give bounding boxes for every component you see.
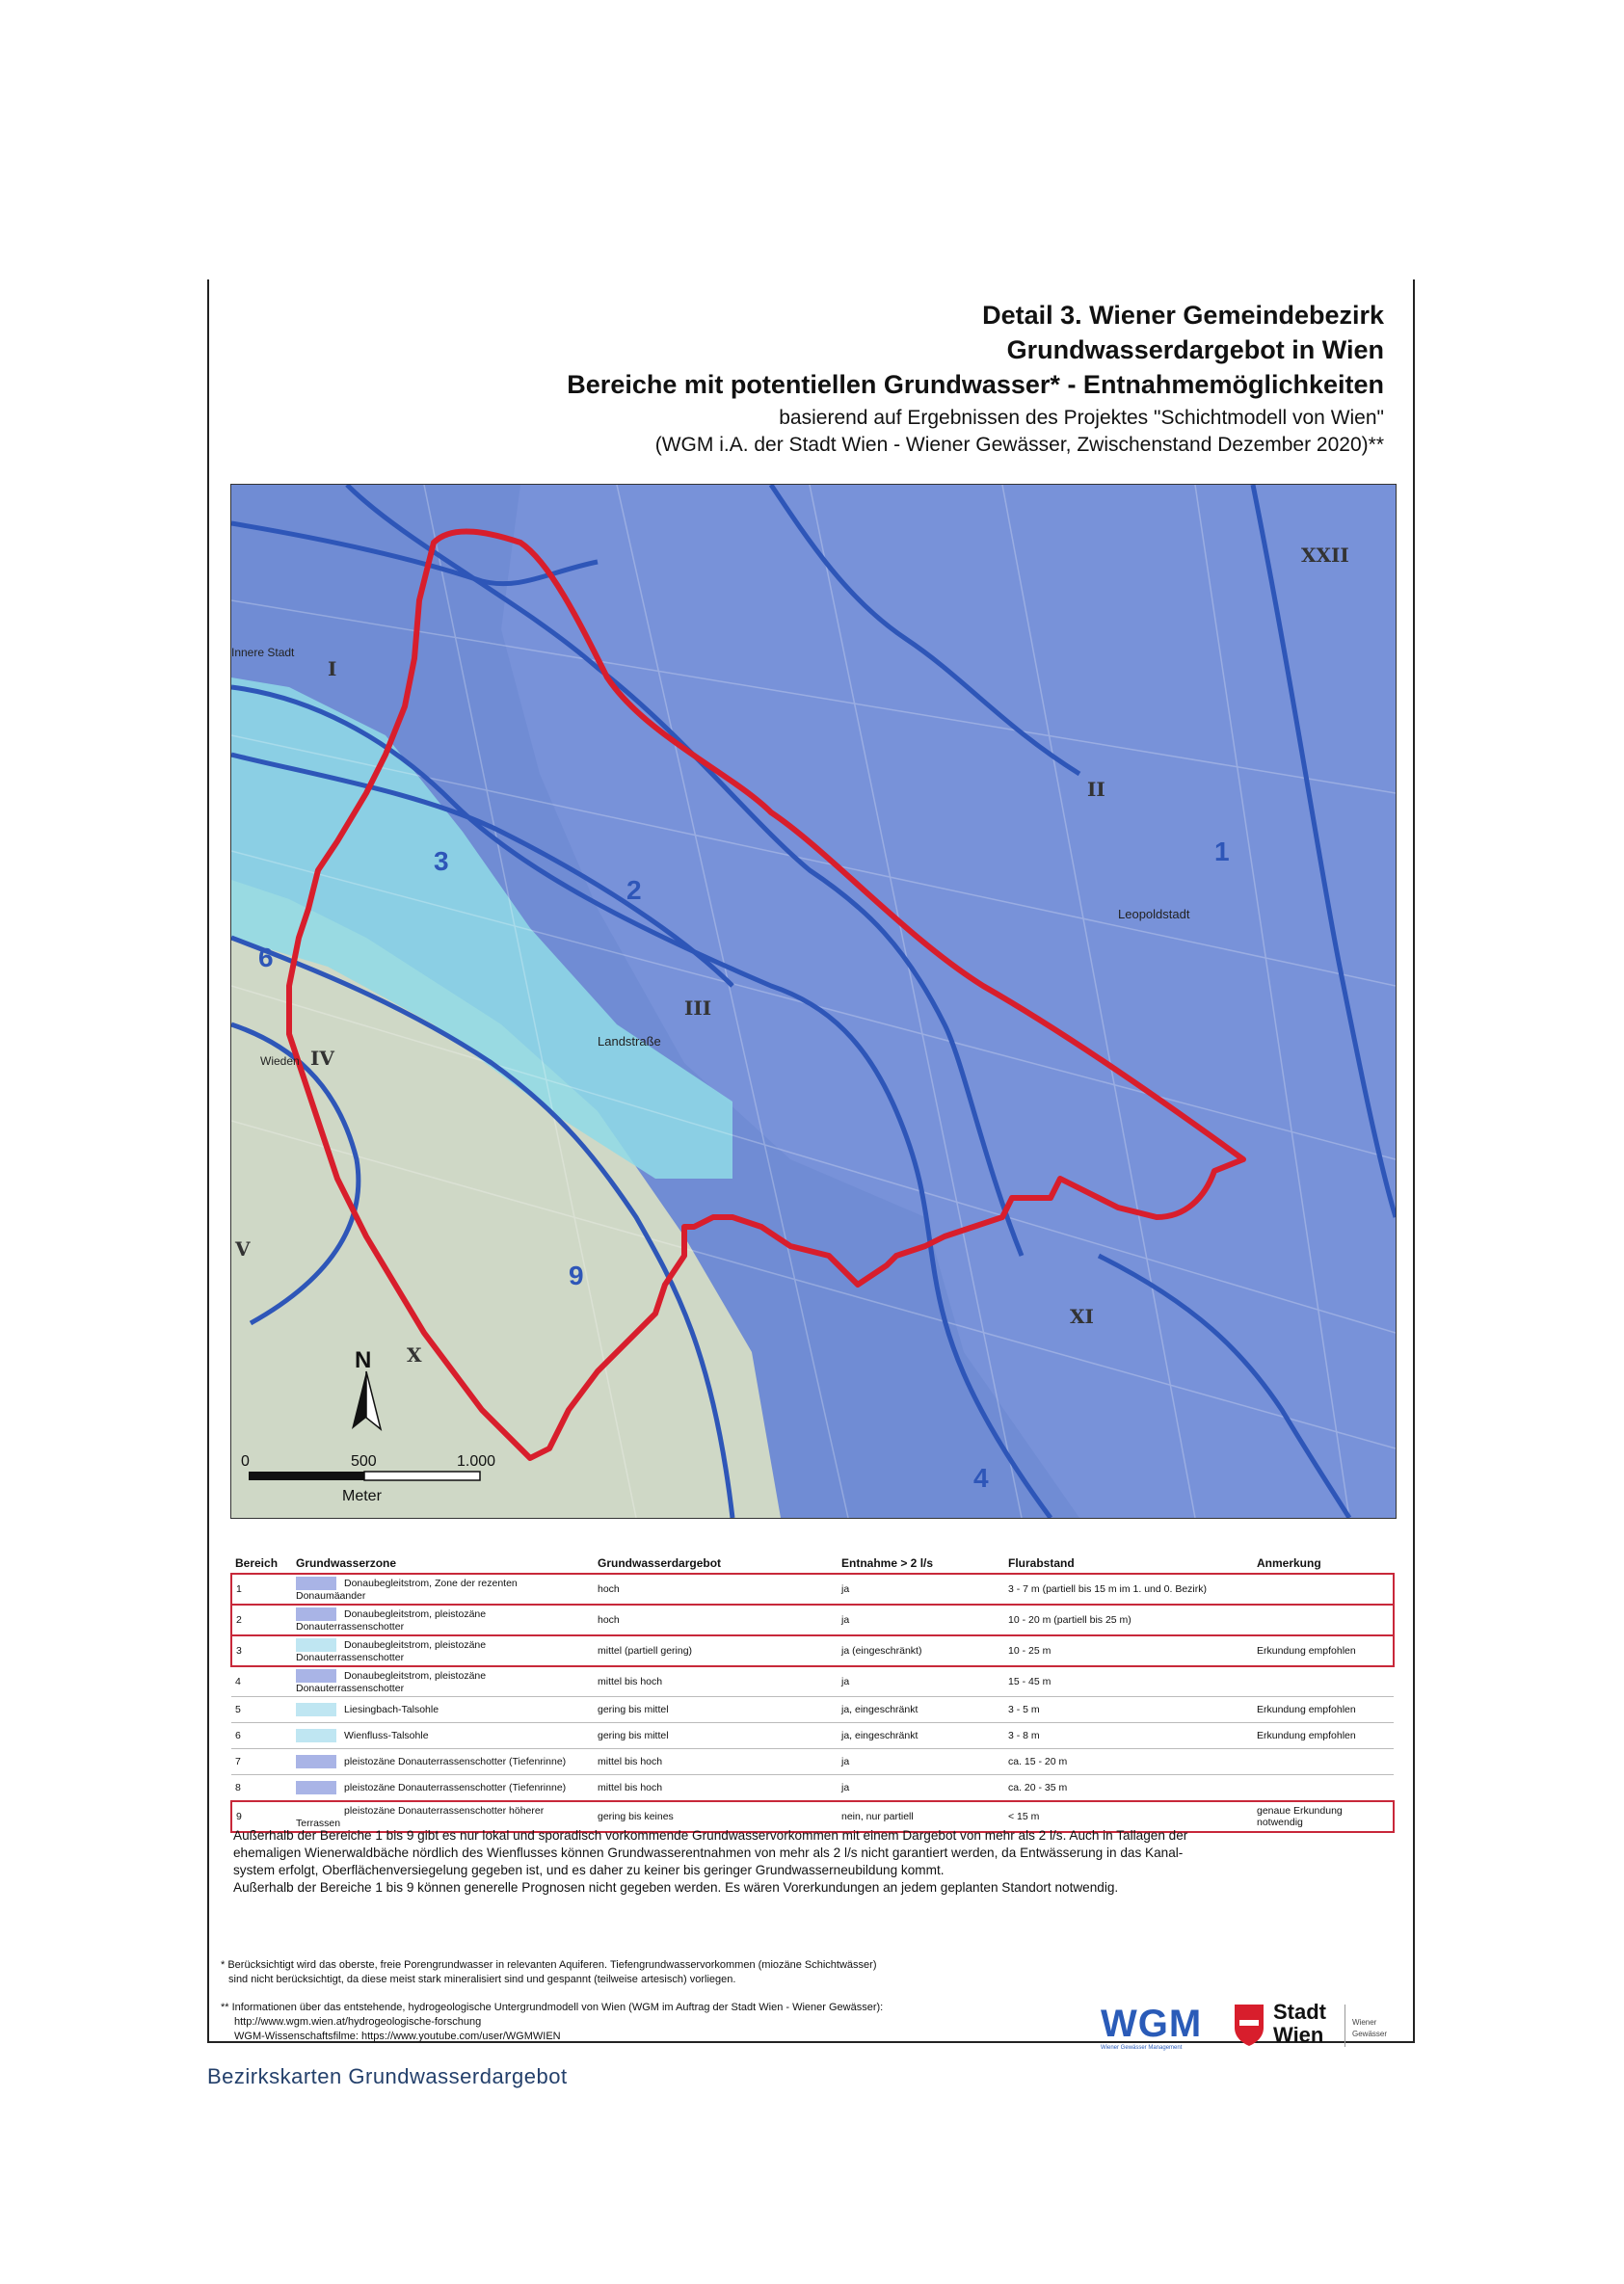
- wien-shield-icon: [1233, 2003, 1265, 2047]
- legend-row: [231, 1697, 1394, 1723]
- zone-label-9: 9: [569, 1261, 584, 1290]
- legend-cell-dargebot: mittel bis hoch: [594, 1775, 838, 1802]
- legend-zone-text: Donaubegleitstrom, Zone der rezenten Donaumäander: [296, 1577, 518, 1602]
- legend-row: [231, 1605, 1394, 1635]
- district-label-II: II: [1087, 778, 1105, 801]
- legend-swatch: [296, 1755, 336, 1768]
- legend-cell-id: [231, 1697, 292, 1723]
- legend-cell-dargebot: gering bis keines: [594, 1801, 838, 1832]
- zone-label-2: 2: [626, 875, 642, 905]
- zone-label-3: 3: [434, 846, 449, 876]
- legend-cell-flur: 10 - 25 m: [1004, 1635, 1253, 1666]
- legend-id-text: 3: [236, 1645, 242, 1657]
- legend-row: [231, 1666, 1394, 1697]
- legend-cell-id: [231, 1666, 292, 1697]
- scale-bar: [249, 1472, 480, 1480]
- legend-row: [231, 1635, 1394, 1666]
- place-wieden: Wieden: [260, 1054, 300, 1068]
- note-paragraph-1: Außerhalb der Bereiche 1 bis 9 gibt es nur lokal und sporadisch vorkommende Grundwasservorkommen mit einem Dargebot von mehr als 2 l/s. Auch in Tallagen der ehemaligen Wienerwaldbäche nördlich des Wienflusses können Grundwasserentnahmen von mehr als 2 l/s nicht garantiert werden, da Entwässerung in das Kanal- system erfolgt, Oberflächenversiegelung gegeben ist, und es daher zu keiner bis geringer Grundwasserneubildung kommt.: [233, 1828, 1188, 1877]
- legend-swatch: [296, 1577, 336, 1590]
- legend-cell-flur: 15 - 45 m: [1004, 1666, 1253, 1697]
- legend-cell-zone: [292, 1775, 594, 1802]
- legend-cell-flur: ca. 20 - 35 m: [1004, 1775, 1253, 1802]
- legend-swatch: [296, 1703, 336, 1716]
- title-line-3: Bereiche mit potentiellen Grundwasser* - Entnahmemöglichkeiten: [567, 370, 1384, 399]
- district-label-V: V: [235, 1237, 251, 1261]
- map-svg: [231, 485, 1396, 1518]
- scale-tick-0: 0: [241, 1453, 250, 1470]
- legend-cell-anm: [1253, 1605, 1394, 1635]
- district-label-XI: XI: [1070, 1305, 1094, 1328]
- legend-cell-anm: [1253, 1666, 1394, 1697]
- legend-zone-text: Donaubegleitstrom, pleistozäne Donauterrassenschotter: [296, 1669, 487, 1694]
- legend-zone-text: Donaubegleitstrom, pleistozäne Donauterrassenschotter: [296, 1638, 487, 1663]
- map-area: [230, 484, 1397, 1519]
- legend-cell-id: [231, 1635, 292, 1666]
- legend-cell-zone: [292, 1605, 594, 1635]
- legend-cell-anm: [1253, 1574, 1394, 1605]
- legend-cell-flur: 3 - 5 m: [1004, 1697, 1253, 1723]
- scale-unit: Meter: [342, 1488, 382, 1504]
- north-label: N: [355, 1347, 372, 1373]
- legend-id-text: 7: [235, 1756, 241, 1767]
- legend-cell-entnahme: ja: [838, 1775, 1004, 1802]
- legend-swatch: [296, 1669, 336, 1683]
- legend-cell-flur: 3 - 7 m (partiell bis 15 m im 1. und 0. Bezirk): [1004, 1574, 1253, 1605]
- district-label-I: I: [328, 657, 337, 680]
- legend-header-flurabstand: Flurabstand: [1004, 1554, 1253, 1574]
- zone-label-4: 4: [973, 1463, 989, 1493]
- legend-cell-flur: < 15 m: [1004, 1801, 1253, 1832]
- legend-cell-anm: [1253, 1749, 1394, 1775]
- legend-cell-dargebot: mittel bis hoch: [594, 1666, 838, 1697]
- legend-cell-entnahme: ja: [838, 1574, 1004, 1605]
- scale-tick-500: 500: [351, 1453, 377, 1470]
- legend-row: [231, 1749, 1394, 1775]
- legend-zone-text: Wienfluss-Talsohle: [344, 1729, 429, 1741]
- legend-cell-anm: Erkundung empfohlen: [1253, 1723, 1394, 1749]
- legend-header-zone: Grundwasserzone: [292, 1554, 594, 1574]
- legend-id-text: 2: [236, 1614, 242, 1626]
- legend-cell-flur: ca. 15 - 20 m: [1004, 1749, 1253, 1775]
- legend-zone-text: pleistozäne Donauterrassenschotter (Tiefenrinne): [344, 1755, 567, 1767]
- legend-cell-zone: [292, 1749, 594, 1775]
- legend-zone-text: pleistozäne Donauterrassenschotter (Tiefenrinne): [344, 1781, 567, 1793]
- legend-cell-anm: Erkundung empfohlen: [1253, 1697, 1394, 1723]
- legend-cell-dargebot: mittel bis hoch: [594, 1749, 838, 1775]
- legend-header-bereich: Bereich: [231, 1554, 292, 1574]
- page-footer: Bezirkskarten Grundwasserdargebot: [207, 2064, 568, 2088]
- legend-cell-zone: [292, 1666, 594, 1697]
- legend-id-text: 9: [236, 1811, 242, 1822]
- legend-cell-id: [231, 1574, 292, 1605]
- legend-swatch: [296, 1638, 336, 1652]
- legend-id-text: 1: [236, 1583, 242, 1595]
- stadt-wien-logo: Stadt Wien Wiener Gewässer: [1233, 1997, 1406, 2058]
- legend-id-text: 5: [235, 1704, 241, 1715]
- legend-cell-anm: [1253, 1775, 1394, 1802]
- legend-cell-dargebot: mittel (partiell gering): [594, 1635, 838, 1666]
- legend-row: [231, 1574, 1394, 1605]
- legend-cell-zone: [292, 1697, 594, 1723]
- legend-swatch: [296, 1729, 336, 1742]
- legend-cell-entnahme: ja: [838, 1749, 1004, 1775]
- legend-cell-dargebot: hoch: [594, 1605, 838, 1635]
- legend-cell-anm: genaue Erkundung notwendig: [1253, 1801, 1394, 1832]
- title-line-2: Grundwasserdargebot in Wien: [1006, 335, 1384, 364]
- legend-cell-anm: Erkundung empfohlen: [1253, 1635, 1394, 1666]
- legend-cell-id: [231, 1775, 292, 1802]
- legend-cell-id: [231, 1605, 292, 1635]
- district-label-IV: IV: [310, 1047, 334, 1070]
- legend-zone-text: Liesingbach-Talsohle: [344, 1703, 439, 1715]
- legend-id-text: 4: [235, 1676, 241, 1687]
- legend-cell-zone: [292, 1635, 594, 1666]
- legend-cell-entnahme: ja: [838, 1666, 1004, 1697]
- legend-cell-entnahme: ja: [838, 1605, 1004, 1635]
- legend-cell-dargebot: gering bis mittel: [594, 1723, 838, 1749]
- zone-label-6: 6: [258, 943, 274, 972]
- legend-swatch: [296, 1607, 336, 1621]
- legend-cell-entnahme: nein, nur partiell: [838, 1801, 1004, 1832]
- district-label-XXII: XXII: [1301, 544, 1349, 567]
- wgm-logo: WGM Wiener Gewässer Management: [1101, 2003, 1203, 2051]
- zone-label-1: 1: [1214, 837, 1230, 866]
- legend-cell-entnahme: ja (eingeschränkt): [838, 1635, 1004, 1666]
- legend-cell-dargebot: gering bis mittel: [594, 1697, 838, 1723]
- legend-zone-text: pleistozäne Donauterrassenschotter höherer Terrassen: [296, 1804, 545, 1829]
- legend-cell-id: [231, 1723, 292, 1749]
- legend-cell-entnahme: ja, eingeschränkt: [838, 1697, 1004, 1723]
- legend-swatch: [296, 1804, 336, 1818]
- legend-cell-zone: [292, 1574, 594, 1605]
- subtitle-line-2: (WGM i.A. der Stadt Wien - Wiener Gewässer, Zwischenstand Dezember 2020)**: [654, 434, 1384, 456]
- legend-header-anmerkung: Anmerkung: [1253, 1554, 1394, 1574]
- legend-cell-flur: 10 - 20 m (partiell bis 25 m): [1004, 1605, 1253, 1635]
- legend-row: [231, 1775, 1394, 1802]
- legend-table: [230, 1554, 1395, 1833]
- title-line-1: Detail 3. Wiener Gemeindebezirk: [982, 301, 1384, 330]
- footnote-2: ** Informationen über das entstehende, hydrogeologische Untergrundmodell von Wien (WGM im Auftrag der Stadt Wien - Wiener Gewässer): http://www.wgm.wien.at/hydrogeologische-forschung WGM-Wissenschaftsfilme: https://www.youtube.com/user/WGMWIEN: [221, 2002, 884, 2042]
- legend-id-text: 6: [235, 1730, 241, 1741]
- footnote-1: * Berücksichtigt wird das oberste, freie Porengrundwasser in relevanten Aquiferen. Tiefengrundwasservorkommen (miozäne Schichtwässer) sind nicht berücksichtigt, da diese meist stark mineralisiert sind und gespannt (teilweise artesisch) vorliegen.: [221, 1959, 877, 1985]
- subtitle-line-1: basierend auf Ergebnissen des Projektes "Schichtmodell von Wien": [779, 407, 1384, 429]
- legend-header-entnahme: Entnahme > 2 l/s: [838, 1554, 1004, 1574]
- legend-cell-id: [231, 1749, 292, 1775]
- legend-zone-text: Donaubegleitstrom, pleistozäne Donauterrassenschotter: [296, 1607, 487, 1633]
- legend-row: [231, 1723, 1394, 1749]
- legend-id-text: 8: [235, 1782, 241, 1793]
- legend-header-dargebot: Grundwasserdargebot: [594, 1554, 838, 1574]
- legend-swatch: [296, 1781, 336, 1794]
- place-landstrasse: Landstraße: [598, 1034, 661, 1049]
- district-label-X: X: [407, 1343, 422, 1367]
- place-leopoldstadt: Leopoldstadt: [1118, 907, 1190, 921]
- district-label-III: III: [684, 996, 712, 1020]
- legend-cell-flur: 3 - 8 m: [1004, 1723, 1253, 1749]
- map-sheet: [207, 279, 1415, 2051]
- legend-cell-dargebot: hoch: [594, 1574, 838, 1605]
- scale-tick-1000: 1.000: [457, 1453, 496, 1470]
- place-innere-stadt: Innere Stadt: [231, 646, 295, 659]
- legend-cell-entnahme: ja, eingeschränkt: [838, 1723, 1004, 1749]
- note-paragraph-2: Außerhalb der Bereiche 1 bis 9 können generelle Prognosen nicht gegeben werden. Es wären Vorerkundungen an jedem geplanten Standort notwendig.: [233, 1880, 1119, 1895]
- legend-cell-zone: [292, 1723, 594, 1749]
